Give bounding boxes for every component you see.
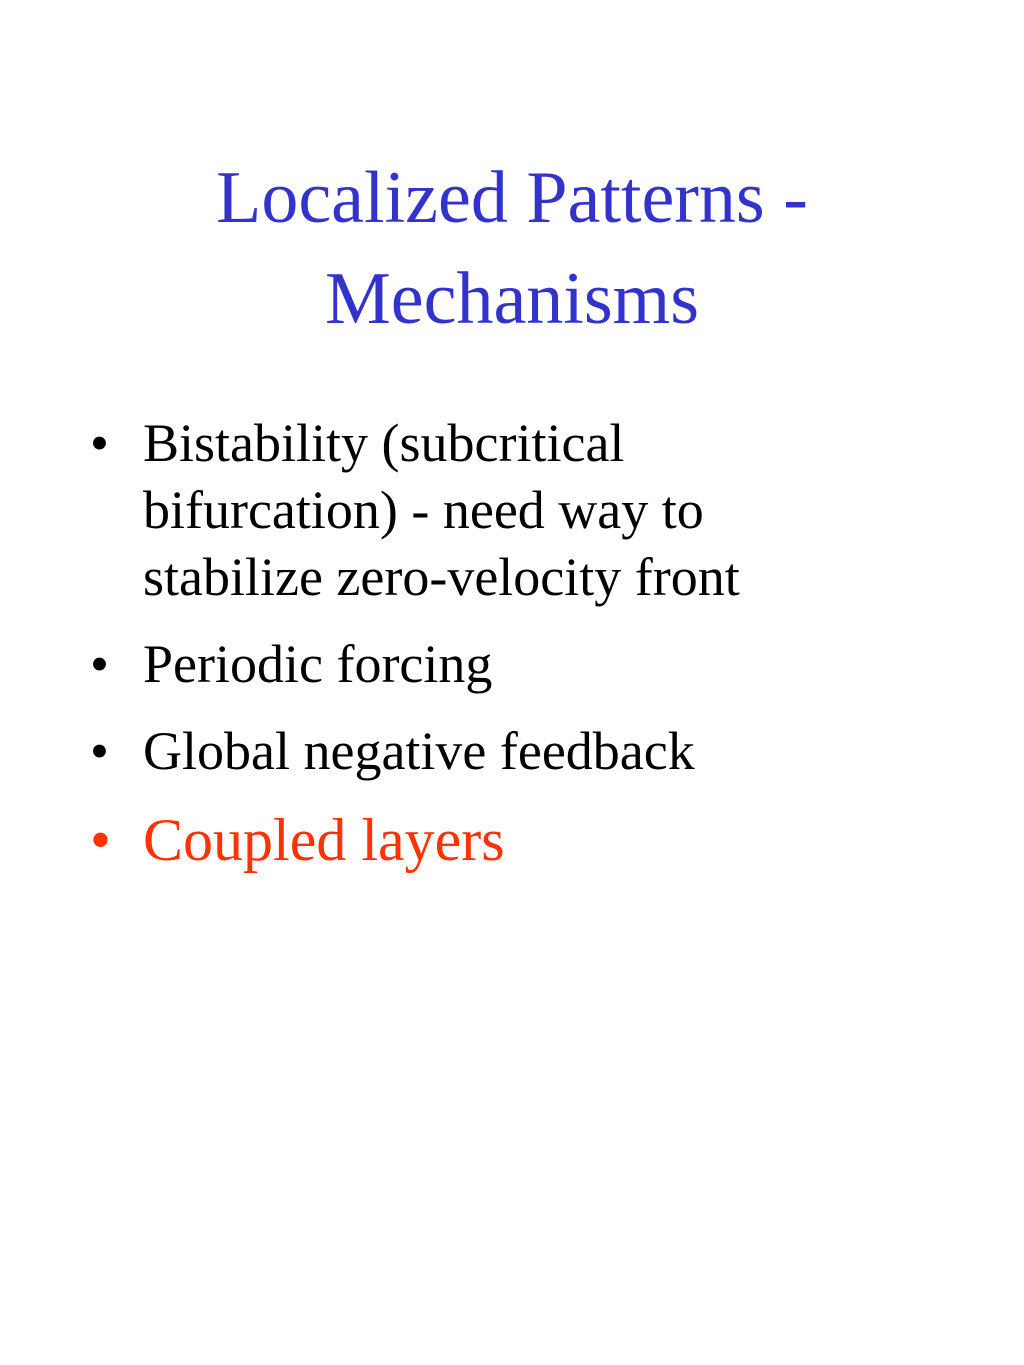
slide-title — [40, 148, 984, 350]
bullet-text-line: Global negative feedback — [143, 721, 695, 781]
bullet-text-line: Bistability (subcritical — [143, 413, 625, 473]
bullet-text-line: Periodic forcing — [143, 634, 493, 694]
bullet-item-global-feedback — [90, 718, 990, 785]
bullet-icon: • — [90, 413, 109, 473]
bullet-icon: • — [90, 634, 109, 694]
bullet-text-line: Coupled layers — [143, 807, 505, 873]
bullet-text-line: bifurcation) - need way to — [143, 480, 704, 540]
slide-title-line: Mechanisms — [324, 258, 700, 340]
bullet-text-line: stabilize zero-velocity front — [143, 547, 740, 607]
bullet-item-periodic-forcing — [90, 631, 990, 698]
bullet-icon: • — [90, 807, 112, 873]
slide-title-line: Localized Patterns - — [216, 157, 808, 239]
bullet-item-bistability — [90, 410, 990, 611]
bullet-icon: • — [90, 721, 109, 781]
bullet-item-coupled-layers — [90, 805, 990, 875]
bullet-list — [90, 410, 990, 895]
